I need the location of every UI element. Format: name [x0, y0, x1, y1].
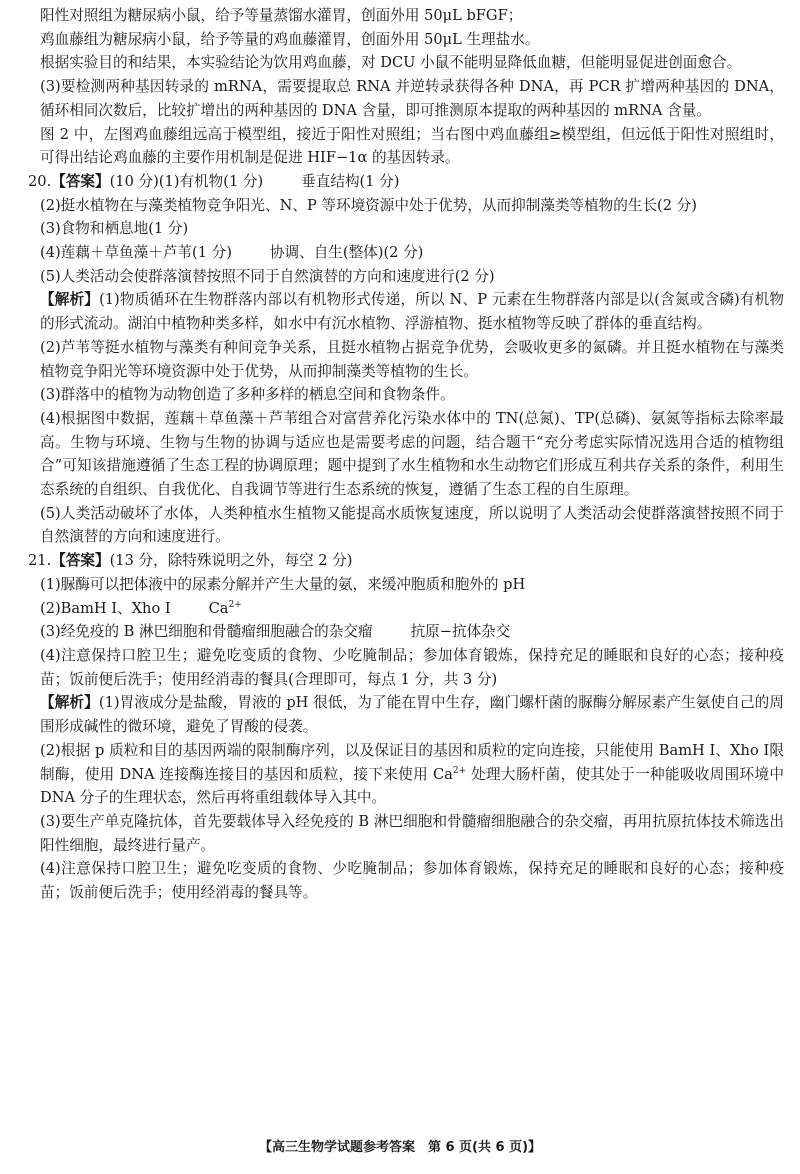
q21-analysis-2a: (2)根据 p 质粒和目的基因两端的限制酶序列，以及保证目的基因和质粒的定向连接，只能使用 BamH Ⅰ、Xho Ⅰ限制酶，使用 DNA 连接酶连接目的基因和质粒，接下来使用 Ca: [40, 741, 784, 783]
q21-answer-1: (1)脲酶可以把体液中的尿素分解并产生大量的氨，来缓冲胞质和胞外的 pH: [40, 575, 526, 593]
q21-answer-line: [28, 549, 784, 573]
q20-answer-4a: (4)莲藕＋草鱼藻＋芦苇(1 分): [40, 244, 232, 262]
q21-analysis-2b: 处理大肠杆菌，使其处于一种能吸收周围环境中 DNA 分子的生理状态，然后再将重组载体导入其中。: [40, 765, 784, 807]
q21-analysis-4: (4)注意保持口腔卫生；避免吃变质的食物、少吃腌制品；参加体育锻炼，保持充足的睡眠和良好的心态；接种疫苗；饭前便后洗手；使用经消毒的餐具等。: [40, 860, 784, 902]
q21-answer-2b: Ca: [208, 599, 229, 617]
q21-answer-3a: (3)经免疫的 B 淋巴细胞和骨髓瘤细胞融合的杂交瘤: [40, 623, 373, 641]
q21-answer-2: [28, 597, 784, 621]
q20-analysis-tag: 【解析】: [40, 291, 100, 309]
q21-analysis-1-text: (1)胃液成分是盐酸，胃液的 pH 很低，为了能在胃中生存，幽门螺杆菌的脲酶分解尿素产生氨使自己的周围形成碱性的微环境，避免了胃酸的侵袭。: [40, 694, 784, 736]
q20-analysis-2: (2)芦苇等挺水植物与藻类有种间竞争关系，且挺水植物占据竞争优势，会吸收更多的氮磷。并且挺水植物在与藻类植物竞争阳光等环境资源中处于优势，从而抑制藻类等植物的生长。: [40, 338, 784, 380]
q21-analysis-2: [28, 739, 784, 810]
q21-answer-0: (13 分，除特殊说明之外，每空 2 分): [109, 552, 353, 570]
q20-answer-4: [28, 241, 784, 265]
text-line: 图 2 中，左图鸡血藤组远高于模型组，接近于阳性对照组；当右图中鸡血藤组≥模型组，但远低于阳性对照组时，可得出结论鸡血藤的主要作用机制是促进 HIF−1α 的基因转录。: [40, 125, 784, 167]
q21-analysis-1: [28, 691, 784, 738]
q21-answer-2a: (2)BamH Ⅰ、Xho Ⅰ: [40, 599, 171, 617]
q20-answer-5: (5)人类活动会使群落演替按照不同于自然演替的方向和速度进行(2 分): [40, 267, 495, 285]
q20-answer-line: [28, 170, 784, 194]
q20-analysis-1-text: (1)物质循环在生物群落内部以有机物形式传递，所以 N、P 元素在生物群落内部是以(含氮或含磷)有机物的形式流动。湖泊中植物种类多样，如水中有沉水植物、浮游植物、挺水植物等反映了群体的垂直结构。: [40, 291, 784, 333]
q20-analysis-4: (4)根据图中数据，莲藕＋草鱼藻＋芦苇组合对富营养化污染水体中的 TN(总氮)、TP(总磷)、氨氮等指标去除率最高。生物与环境、生物与生物的协调与适应也是需要考虑的问题，结合题干“充分考虑实际情况选用合适的植物组合”可知该措施遵循了生态工程的协调原理；题中提到了水生植物和水生动物它们形成互利共存关系的条件，利用生态系统的自组织、自我优化、自我调节等进行生态系统的恢复，遵循了生态工程的自生原理。: [40, 409, 784, 499]
q21-answer-tag: 【答案】: [51, 552, 110, 570]
text-line: 鸡血藤组为糖尿病小鼠，给予等量的鸡血藤灌胃，创面外用 50μL 生理盐水。: [40, 30, 540, 48]
page-content: [28, 4, 784, 905]
q21-analysis-3: (3)要生产单克隆抗体，首先要载体导入经免疫的 B 淋巴细胞和骨髓瘤细胞融合的杂交瘤，再用抗原抗体技术筛选出阳性细胞，最终进行量产。: [40, 812, 784, 854]
q20-analysis-3: (3)群落中的植物为动物创造了多种多样的栖息空间和食物条件。: [40, 386, 455, 404]
q21-answer-3b: 抗原−抗体杂交: [410, 623, 511, 641]
q20-answer-1a: (10 分)(1)有机物(1 分): [109, 172, 264, 190]
q20-answer-3: (3)食物和栖息地(1 分): [40, 220, 189, 238]
q21-analysis-tag: 【解析】: [40, 694, 99, 712]
page-footer: 【高三生物学试题参考答案 第 6 页(共 6 页)】: [258, 1140, 542, 1155]
q21-answer-3: [28, 620, 784, 644]
q20-number: 20.: [28, 172, 52, 190]
q21-analysis-2-sup: 2+: [452, 765, 467, 776]
q20-analysis-5: (5)人类活动破坏了水体，人类种植水生植物又能提高水质恢复速度，所以说明了人类活动会使群落演替按照不同于自然演替的方向和速度进行。: [40, 504, 784, 546]
q20-answer-4b: 协调、自生(整体)(2 分): [269, 244, 424, 262]
q20-answer-2: (2)挺水植物在与藻类植物竞争阳光、N、P 等环境资源中处于优势，从而抑制藻类等植物的生长(2 分): [40, 196, 697, 214]
q21-answer-2b-sup: 2+: [228, 599, 242, 610]
text-line: 阳性对照组为糖尿病小鼠，给予等量蒸馏水灌胃，创面外用 50μL bFGF；: [40, 7, 523, 24]
q20-analysis-1: [28, 288, 784, 335]
q20-answer-tag: 【答案】: [51, 172, 110, 190]
q21-answer-4: (4)注意保持口腔卫生；避免吃变质的食物、少吃腌制品；参加体育锻炼，保持充足的睡眠和良好的心态；接种疫苗；饭前便后洗手；使用经消毒的餐具(合理即可，每点 1 分，共 3 分): [40, 646, 784, 688]
text-line: 根据实验目的和结果，本实验结论为饮用鸡血藤，对 DCU 小鼠不能明显降低血糖，但能明显促进创面愈合。: [40, 54, 742, 72]
text-line: (3)要检测两种基因转录的 mRNA，需要提取总 RNA 并逆转录获得各种 DNA，再 PCR 扩增两种基因的 DNA，循环相同次数后，比较扩增出的两种基因的 DNA 含量，即可推测原本提取的两种基因的 mRNA 含量。: [40, 78, 784, 119]
q20-answer-1b: 垂直结构(1 分): [301, 172, 400, 190]
q21-number: 21.: [28, 552, 52, 570]
